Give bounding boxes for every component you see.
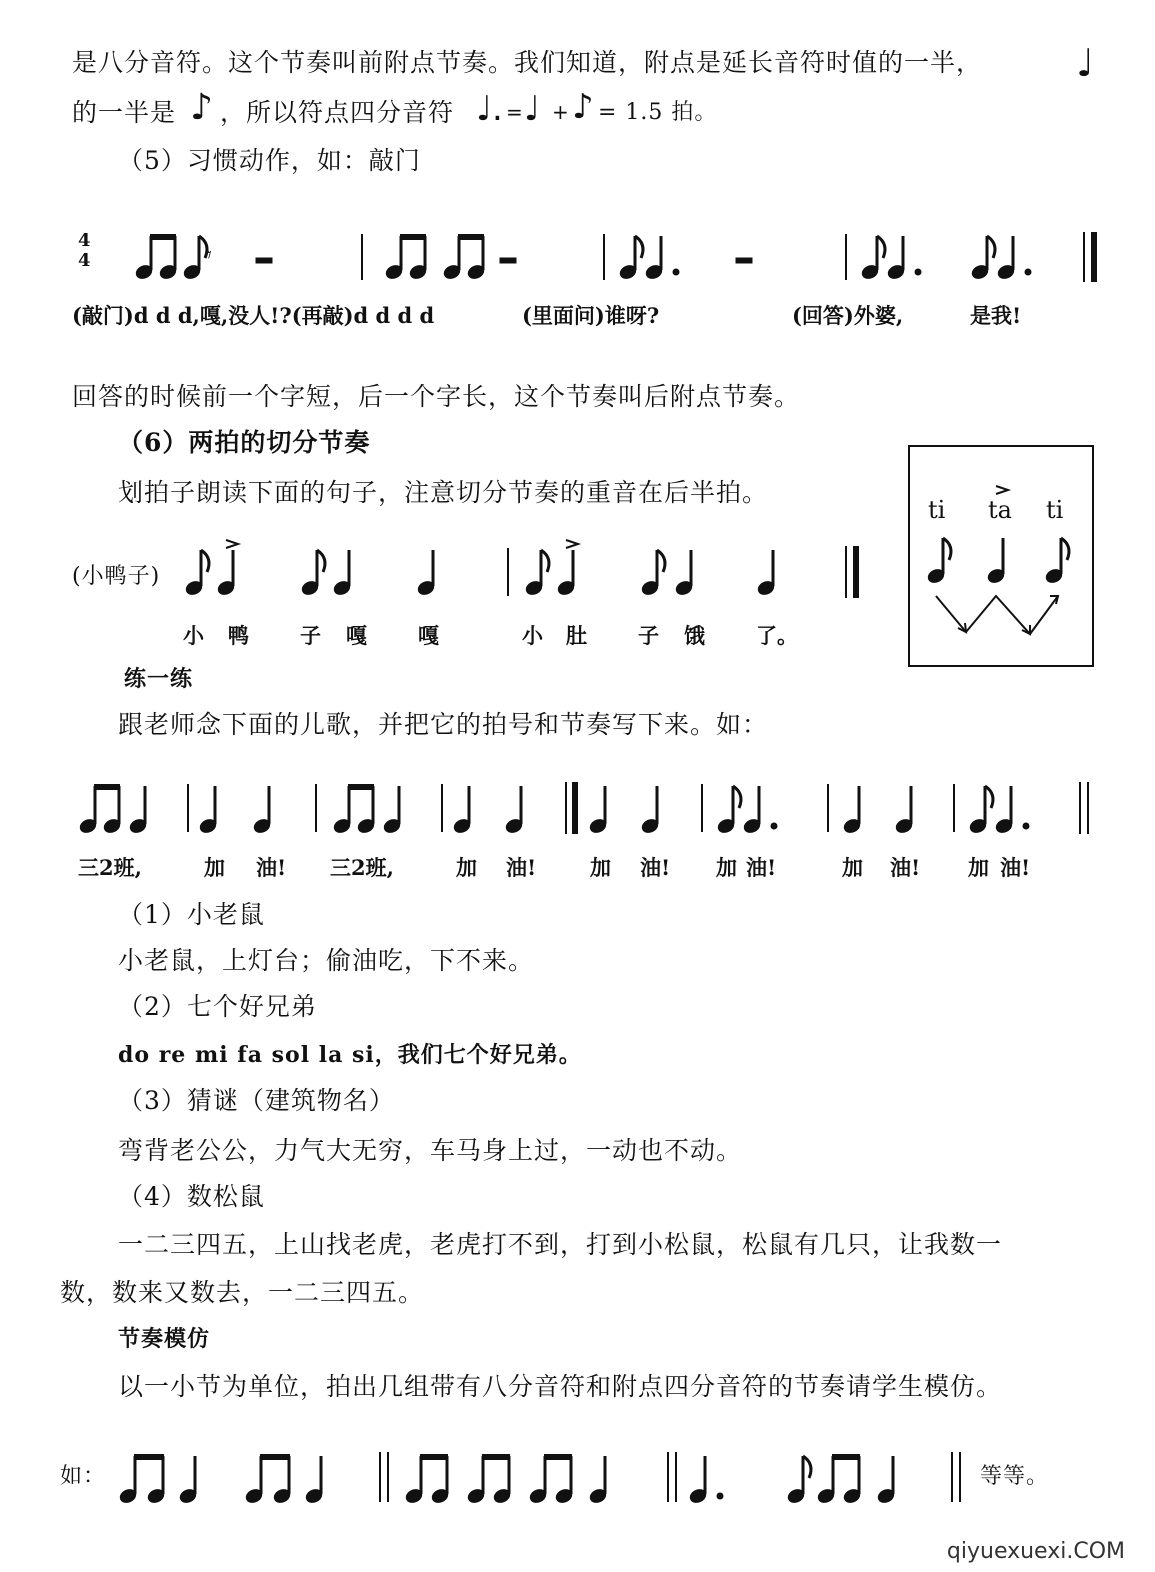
chant-syllable: 三2班,: [330, 855, 394, 880]
syncopation-diagram: [926, 486, 1069, 634]
song-3-title: （3）猜谜（建筑物名）: [118, 1086, 395, 1115]
knock-rhythm: [134, 232, 1094, 282]
quarter-note-icon: ♩: [524, 89, 541, 129]
chant-syllable: 加: [716, 855, 737, 880]
imitation-prefix: 如：: [60, 1464, 107, 1489]
song-4-title: （4）数松鼠: [118, 1182, 265, 1211]
duck-syllable: 饿: [684, 623, 705, 648]
chant-syllable: 加: [968, 855, 989, 880]
song-1-title: （1）小老鼠: [118, 900, 265, 929]
imitation-rhythm: [118, 1452, 960, 1505]
plus-sign: +: [552, 100, 569, 124]
duck-syllable: 鸭: [228, 623, 249, 648]
chant-syllable: 三2班,: [78, 855, 142, 880]
duck-syllable: 子: [300, 623, 321, 648]
song-3-text: 弯背老公公，力气大无穷，车马身上过，一动也不动。: [118, 1136, 743, 1165]
duck-syllable: 子: [638, 623, 659, 648]
tita-label: ta: [988, 496, 1012, 524]
song-4-text-line-2: 数，数来又数去，一二三四五。: [60, 1278, 425, 1307]
duck-syllable: 小: [522, 623, 543, 648]
chant-syllable: 加: [842, 855, 863, 880]
paragraph-line-2b: ，所以符点四分音符: [220, 98, 455, 127]
after-knock-text: 回答的时候前一个字短，后一个字长，这个节奏叫后附点节奏。: [72, 382, 801, 411]
equals-sign: =: [506, 100, 523, 124]
eighth-note-icon: ♪: [190, 87, 213, 128]
song-1-text: 小老鼠，上灯台；偷油吃，下不来。: [118, 946, 535, 975]
imitation-title: 节奏模仿: [118, 1326, 211, 1352]
dotted-quarter-note-icon: ♩.: [476, 89, 503, 129]
eighth-note-icon: ♪: [572, 87, 594, 127]
paragraph-line-2a: 的一半是: [72, 98, 177, 127]
item-6-heading: （6）两拍的切分节奏: [118, 428, 371, 457]
quarter-note-icon: ♩: [1076, 41, 1094, 85]
song-2-title: （2）七个好兄弟: [118, 992, 317, 1021]
watermark: qiyuexuexi.COM: [946, 1539, 1125, 1564]
chant-rhythm: [78, 782, 1088, 835]
chant-syllable: 油!: [1000, 855, 1031, 880]
chant-syllable: 油!: [640, 855, 671, 880]
knock-lyrics-d: 是我!: [970, 303, 1022, 328]
chant-syllable: 加: [590, 855, 611, 880]
tita-label: ti: [928, 496, 946, 524]
duck-syllable: 小: [183, 623, 204, 648]
duck-rhythm: [184, 540, 856, 598]
chant-syllable: 油!: [746, 855, 777, 880]
practice-description: 跟老师念下面的儿歌，并把它的拍号和节奏写下来。如：: [118, 710, 769, 739]
time-signature-bottom: 4: [78, 250, 91, 271]
item-6-description: 划拍子朗读下面的句子，注意切分节奏的重音在后半拍。: [118, 478, 769, 507]
duck-syllable: 了。: [756, 623, 798, 648]
song-4-text-line-1: 一二三四五，上山找老虎，老虎打不到，打到小松鼠，松鼠有几只，让我数一: [118, 1230, 1003, 1259]
tita-label: ti: [1046, 496, 1064, 524]
knock-lyrics-c: (回答)外婆,: [792, 303, 904, 328]
imitation-suffix: 等等。: [980, 1464, 1050, 1489]
duck-syllable: 嘎: [418, 623, 439, 648]
chant-syllable: 油!: [256, 855, 287, 880]
chant-syllable: 油!: [506, 855, 537, 880]
imitation-description: 以一小节为单位，拍出几组带有八分音符和附点四分音符的节奏请学生模仿。: [118, 1372, 1003, 1401]
paragraph-line-2c: = 1.5 拍。: [598, 100, 718, 125]
practice-title: 练一练: [124, 666, 194, 692]
duck-syllable: 肚: [566, 623, 587, 648]
duck-label: (小鸭子): [72, 564, 161, 589]
knock-lyrics-b: (里面问)谁呀?: [522, 303, 660, 328]
chant-syllable: 油!: [890, 855, 921, 880]
song-2-text: do re mi fa sol la si，我们七个好兄弟。: [118, 1042, 582, 1068]
knock-lyrics-a: (敲门)d d d,嘎,没人!?(再敲)d d d d: [72, 303, 435, 328]
chant-syllable: 加: [456, 855, 477, 880]
duck-syllable: 嘎: [346, 623, 367, 648]
item-5-heading: （5）习惯动作，如：敲门: [118, 146, 421, 175]
time-signature-top: 4: [78, 230, 91, 251]
chant-syllable: 加: [204, 855, 225, 880]
svg-text:𝄾: 𝄾: [206, 243, 212, 268]
paragraph-line-1: 是八分音符。这个节奏叫前附点节奏。我们知道，附点是延长音符时值的一半，: [72, 48, 983, 77]
